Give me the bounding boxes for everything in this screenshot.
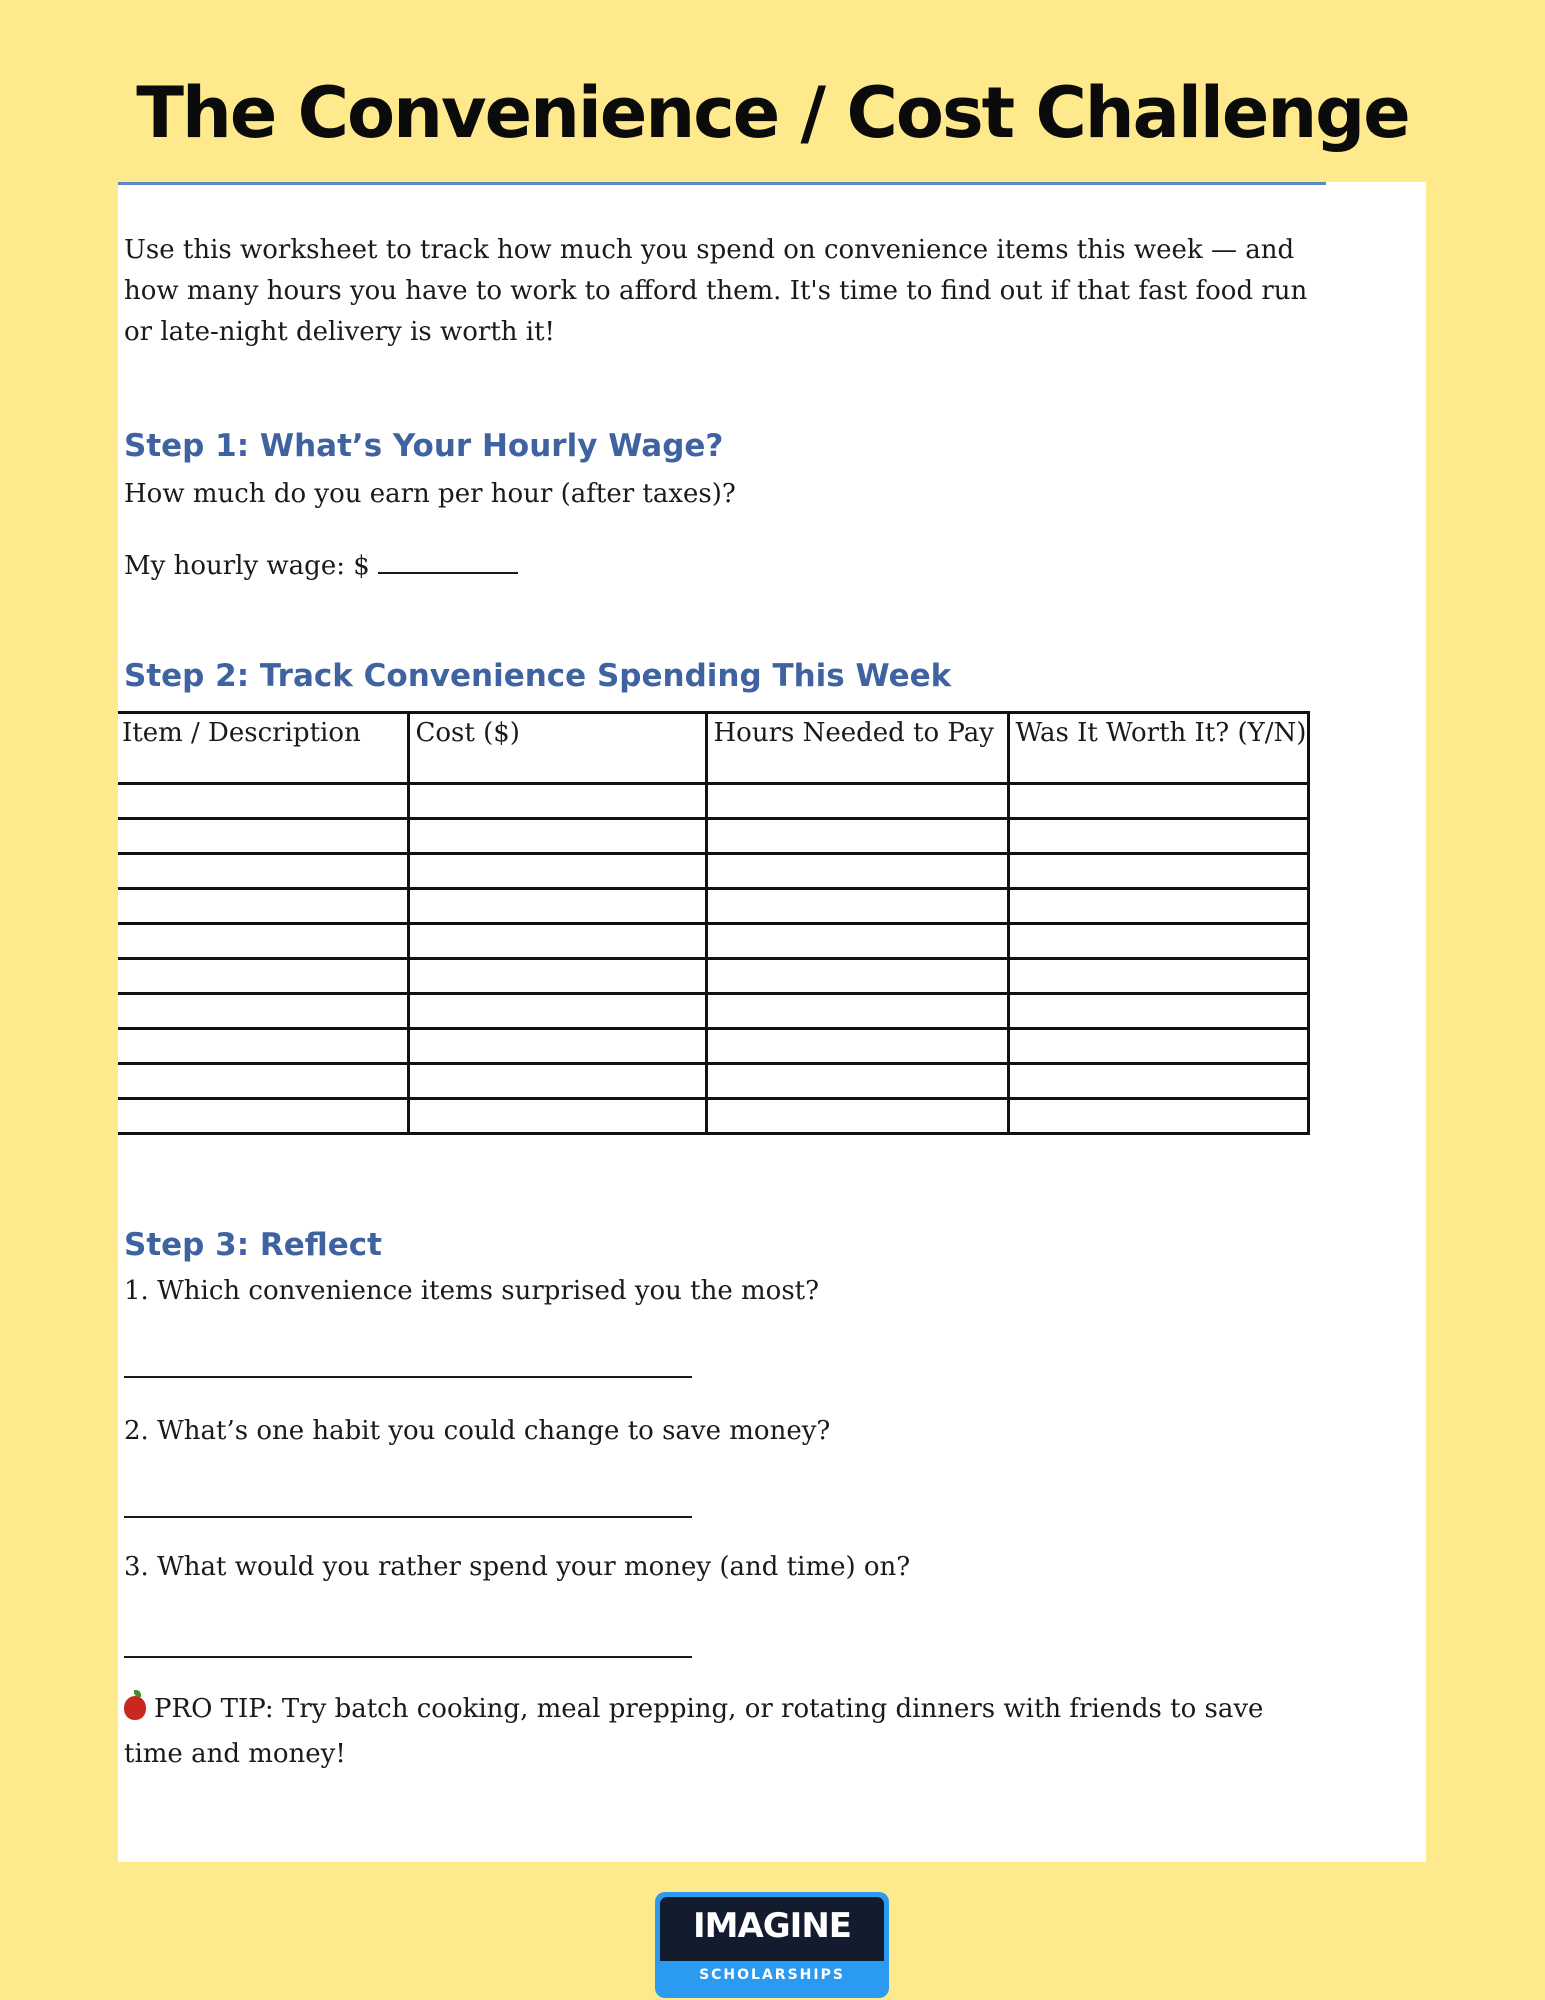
table-cell[interactable] <box>1008 994 1308 1029</box>
table-cell[interactable] <box>1008 1029 1308 1064</box>
table-row <box>118 994 1308 1029</box>
table-cell[interactable] <box>706 994 1008 1029</box>
table-row <box>118 1099 1308 1134</box>
apple-icon <box>124 1696 146 1720</box>
imagine-scholarships-logo <box>655 1892 889 1998</box>
step1-question: How much do you earn per hour (after taxes)? <box>124 479 736 509</box>
step2-heading: Step 2: Track Convenience Spending This Week <box>124 658 952 694</box>
table-row <box>118 924 1308 959</box>
hourly-wage-label: My hourly wage: $ <box>124 551 370 581</box>
logo-main-text: IMAGINE <box>692 1906 852 1946</box>
pro-tip-text: PRO TIP: Try batch cooking, meal prepping, or rotating dinners with friends to save time and money! <box>124 1694 1264 1769</box>
table-cell[interactable] <box>118 1099 408 1134</box>
step1-heading: Step 1: What’s Your Hourly Wage? <box>124 428 724 464</box>
table-cell[interactable] <box>706 1099 1008 1134</box>
table-cell[interactable] <box>118 889 408 924</box>
table-cell[interactable] <box>706 924 1008 959</box>
page-title: The Convenience / Cost Challenge <box>136 72 1409 154</box>
table-cell[interactable] <box>706 959 1008 994</box>
intro-text: Use this worksheet to track how much you spend on convenience items this week — and how many hours you have to work to afford them. It's time to find out if that fast food run or late-night delivery is worth it! <box>124 235 1308 347</box>
table-cell[interactable] <box>408 854 706 889</box>
table-row <box>118 784 1308 819</box>
table-cell[interactable] <box>118 959 408 994</box>
table-cell[interactable] <box>408 1064 706 1099</box>
table-cell[interactable] <box>1008 889 1308 924</box>
table-cell[interactable] <box>1008 1064 1308 1099</box>
table-cell[interactable] <box>118 854 408 889</box>
table-cell[interactable] <box>408 889 706 924</box>
table-cell[interactable] <box>706 784 1008 819</box>
table-cell[interactable] <box>1008 924 1308 959</box>
table-cell[interactable] <box>408 1099 706 1134</box>
table-body <box>118 784 1308 1134</box>
table-header-row <box>118 713 1308 784</box>
table-cell[interactable] <box>118 1029 408 1064</box>
table-cell[interactable] <box>118 1064 408 1099</box>
table-cell[interactable] <box>1008 854 1308 889</box>
table-cell[interactable] <box>408 924 706 959</box>
table-cell[interactable] <box>118 784 408 819</box>
table-cell[interactable] <box>1008 959 1308 994</box>
column-header-cost: Cost ($) <box>408 713 706 784</box>
column-header-worth: Was It Worth It? (Y/N) <box>1008 713 1308 784</box>
table-row <box>118 1029 1308 1064</box>
table-cell[interactable] <box>706 1029 1008 1064</box>
table-cell[interactable] <box>408 784 706 819</box>
logo-sub-text: SCHOLARSHIPS <box>699 1967 845 1983</box>
table-cell[interactable] <box>706 854 1008 889</box>
hourly-wage-line <box>124 550 518 581</box>
table-cell[interactable] <box>1008 1099 1308 1134</box>
table-cell[interactable] <box>706 1064 1008 1099</box>
table-row <box>118 819 1308 854</box>
reflect-question-3: 3. What would you rather spend your money (and time) on? <box>124 1552 911 1582</box>
pro-tip <box>124 1687 1324 1777</box>
table-row <box>118 854 1308 889</box>
table-cell[interactable] <box>1008 819 1308 854</box>
spending-table <box>118 711 1310 1135</box>
answer-line-3[interactable] <box>124 1656 692 1658</box>
step3-heading: Step 3: Reflect <box>124 1227 383 1263</box>
table-cell[interactable] <box>408 819 706 854</box>
table-cell[interactable] <box>118 819 408 854</box>
header-divider <box>118 182 1326 185</box>
table-cell[interactable] <box>1008 784 1308 819</box>
table-row <box>118 959 1308 994</box>
reflect-question-2: 2. What’s one habit you could change to save money? <box>124 1416 831 1446</box>
table-cell[interactable] <box>706 819 1008 854</box>
answer-line-2[interactable] <box>124 1516 692 1518</box>
column-header-item: Item / Description <box>118 713 408 784</box>
table-cell[interactable] <box>408 959 706 994</box>
table-cell[interactable] <box>706 889 1008 924</box>
hourly-wage-blank[interactable] <box>378 550 518 574</box>
table-cell[interactable] <box>408 1029 706 1064</box>
answer-line-1[interactable] <box>124 1376 692 1378</box>
table-cell[interactable] <box>118 924 408 959</box>
table-cell[interactable] <box>118 994 408 1029</box>
table-row <box>118 889 1308 924</box>
table-cell[interactable] <box>408 994 706 1029</box>
table-row <box>118 1064 1308 1099</box>
worksheet-page <box>118 182 1426 1862</box>
column-header-hours: Hours Needed to Pay <box>706 713 1008 784</box>
reflect-question-1: 1. Which convenience items surprised you the most? <box>124 1276 820 1306</box>
